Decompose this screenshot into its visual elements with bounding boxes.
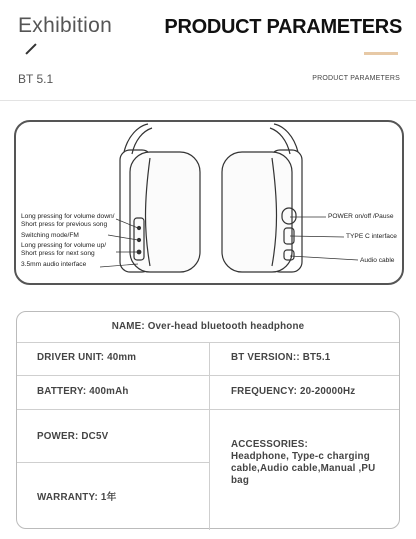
- spec-driver-unit: DRIVER UNIT: 40mm: [37, 352, 137, 363]
- header-divider: [0, 100, 416, 101]
- spec-power: POWER: DC5V: [37, 431, 109, 442]
- callout-volume-down: Long pressing for volume down/: [21, 213, 115, 220]
- bt-version-subtitle: BT 5.1: [18, 72, 54, 86]
- callout-audio-interface: 3.5mm audio interface: [21, 261, 87, 268]
- callout-switching-mode: Switching mode/FM: [21, 232, 79, 239]
- accent-bar: [364, 52, 398, 55]
- exhibition-title: Exhibition: [18, 14, 113, 37]
- callout-type-c: TYPE C interface: [346, 233, 397, 240]
- product-specs-table: [16, 311, 400, 529]
- slash-decoration: [25, 43, 36, 54]
- spec-accessories-label: ACCESSORIES:: [231, 439, 308, 450]
- callout-previous-song: Short press for previous song: [21, 221, 108, 228]
- spec-frequency: FREQUENCY: 20-20000Hz: [231, 386, 356, 397]
- spec-name: NAME: Over-head bluetooth headphone: [111, 321, 305, 332]
- spec-accessories-value: Headphone, Type-c charging cable,Audio cable,Manual ,PU bag: [231, 451, 376, 486]
- product-parameters-title: PRODUCT PARAMETERS: [164, 16, 402, 38]
- spec-bt-version: BT VERSION:: BT5.1: [231, 352, 331, 363]
- right-earcup-drawing: [222, 124, 302, 272]
- headphone-illustration-panel: [14, 120, 404, 285]
- callout-next-song: Short press for next song: [21, 250, 95, 257]
- callout-volume-up: Long pressing for volume up/: [21, 242, 107, 249]
- spec-battery: BATTERY: 400mAh: [37, 386, 129, 397]
- left-earcup-drawing: [120, 124, 200, 272]
- callout-audio-cable: Audio cable: [360, 257, 395, 264]
- spec-warranty: WARRANTY: 1年: [37, 492, 117, 503]
- product-parameters-subtitle: PRODUCT PARAMETERS: [312, 75, 400, 82]
- callout-power: POWER on/off /Pause: [328, 213, 394, 220]
